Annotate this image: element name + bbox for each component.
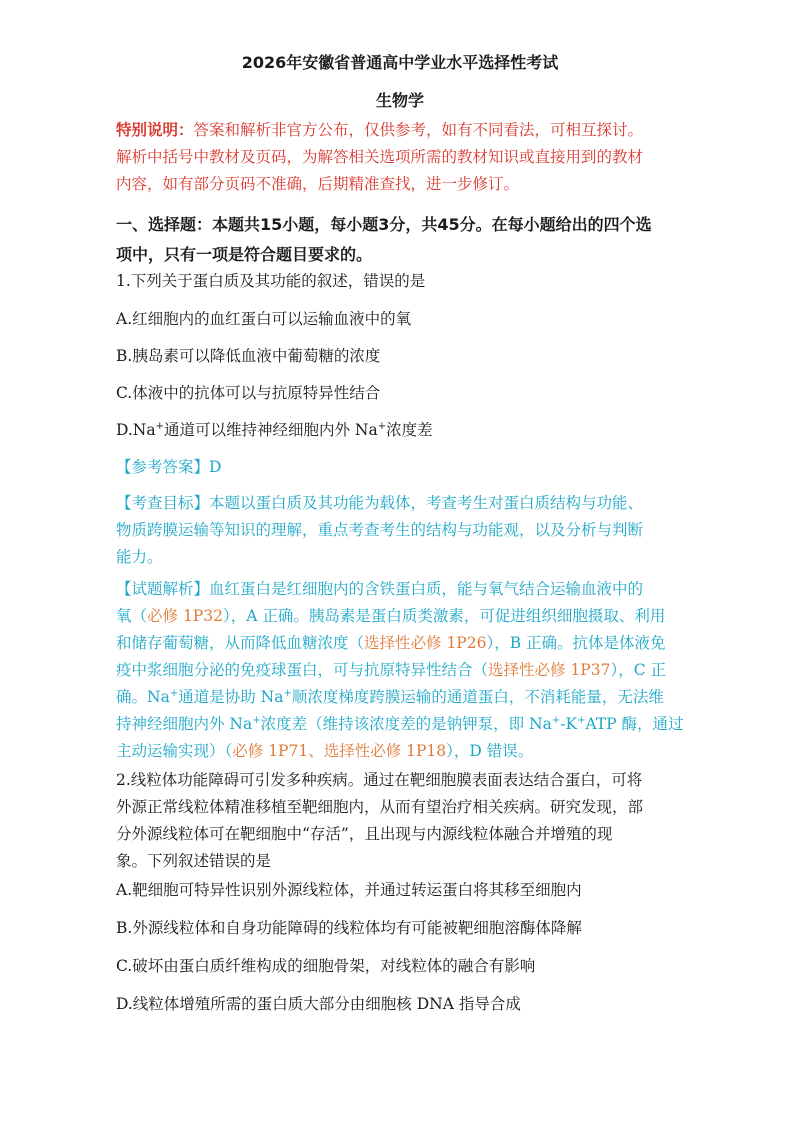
analysis-line: 持神经细胞内外 Na+浓度差（维持该浓度差的是钠钾泵，即 Na+-K+ATP 酶，通过 bbox=[116, 714, 684, 733]
subject-title: 生物学 bbox=[375, 91, 424, 110]
analysis-line: 确。Na+通道是协助 Na+顺浓度梯度跨膜运输的通道蛋白，不消耗能量，无法维 bbox=[116, 687, 664, 706]
q1-option-c bbox=[116, 380, 696, 407]
question-1-stem bbox=[116, 268, 696, 295]
superscript: + bbox=[377, 420, 387, 432]
superscript: + bbox=[155, 420, 164, 432]
q1-answer bbox=[116, 454, 696, 481]
analysis-line: 疫中浆细胞分泌的免疫球蛋白，可与抗原特异性结合（选择性必修 1P37），C 正 bbox=[116, 661, 667, 679]
notice-line: 内容，如有部分页码不准确，后期精准查找，进一步修订。 bbox=[116, 175, 520, 193]
option-text: C.体液中的抗体可以与抗原特异性结合 bbox=[116, 384, 381, 402]
q2-option-a bbox=[116, 877, 696, 904]
q1-target bbox=[116, 490, 696, 571]
textbook-reference: 必修 1P32 bbox=[147, 607, 223, 625]
option-text: D.线粒体增殖所需的蛋白质大部分由细胞核 DNA 指导合成 bbox=[116, 995, 521, 1013]
analysis-line: 氧（必修 1P32），A 正确。胰岛素是蛋白质类激素，可促进组织细胞摄取、利用 bbox=[116, 607, 666, 625]
textbook-reference: 必修 1P71、选择性必修 1P18 bbox=[232, 742, 447, 760]
textbook-reference: 选择性必修 1P26 bbox=[364, 634, 487, 652]
q1-option-b bbox=[116, 343, 696, 370]
option-text: 通道可以维持神经细胞内外 Na bbox=[164, 421, 378, 439]
option-text: 浓度差 bbox=[386, 421, 433, 439]
q1-option-a bbox=[116, 306, 696, 333]
section-heading-line: 项中，只有一项是符合题目要求的。 bbox=[116, 245, 373, 264]
q2-option-c bbox=[116, 953, 696, 980]
option-text: A.红细胞内的血红蛋白可以运输血液中的氧 bbox=[116, 310, 412, 328]
question-stem-line: 象。下列叙述错误的是 bbox=[116, 852, 272, 870]
option-text: B.外源线粒体和自身功能障碍的线粒体均有可能被靶细胞溶酶体降解 bbox=[116, 919, 582, 937]
question-stem-line: 分外源线粒体可在靶细胞中“存活”，且出现与内源线粒体融合并增殖的现 bbox=[116, 825, 613, 843]
special-notice bbox=[116, 117, 696, 198]
analysis-line: 和储存葡萄糖，从而降低血糖浓度（选择性必修 1P26），B 正确。抗体是体液免 bbox=[116, 634, 666, 652]
option-text: C.破坏由蛋白质纤维构成的细胞骨架，对线粒体的融合有影响 bbox=[116, 957, 536, 975]
option-text: B.胰岛素可以降低血液中葡萄糖的浓度 bbox=[116, 347, 381, 365]
question-stem-line: 外源正常线粒体精准移植至靶细胞内，从而有望治疗相关疾病。研究发现，部 bbox=[116, 798, 644, 816]
q1-option-d bbox=[116, 417, 696, 444]
question-stem-line: 2.线粒体功能障碍可引发多种疾病。通过在靶细胞膜表面表达结合蛋白，可将 bbox=[116, 771, 643, 789]
target-line: 物质跨膜运输等知识的理解，重点考查考生的结构与功能观，以及分析与判断 bbox=[116, 521, 644, 539]
exam-title: 2026年安徽省普通高中学业水平选择性考试 bbox=[241, 53, 559, 72]
q1-analysis bbox=[116, 576, 696, 765]
q2-option-d bbox=[116, 991, 696, 1018]
question-stem: 1.下列关于蛋白质及其功能的叙述，错误的是 bbox=[116, 272, 426, 290]
q2-option-b bbox=[116, 915, 696, 942]
analysis-line: 主动运输实现）（必修 1P71、选择性必修 1P18），D 错误。 bbox=[116, 742, 534, 760]
question-2-stem bbox=[116, 767, 696, 875]
target-line: 【考查目标】本题以蛋白质及其功能为载体，考查考生对蛋白质结构与功能、 bbox=[116, 494, 644, 512]
notice-label: 特别说明： bbox=[116, 121, 194, 139]
notice-line: 解析中括号中教材及页码，为解答相关选项所需的教材知识或直接用到的教材 bbox=[116, 148, 644, 166]
target-line: 能力。 bbox=[116, 548, 163, 566]
option-text: D.Na bbox=[116, 421, 156, 439]
option-text: A.靶细胞可特异性识别外源线粒体，并通过转运蛋白将其移至细胞内 bbox=[116, 881, 582, 899]
answer-text: 【参考答案】D bbox=[116, 458, 222, 476]
section-heading-line: 一、选择题：本题共15小题，每小题3分，共45分。在每小题给出的四个选 bbox=[116, 215, 652, 234]
analysis-line: 【试题解析】血红蛋白是红细胞内的含铁蛋白质，能与氧气结合运输血液中的 bbox=[116, 580, 644, 598]
textbook-reference: 选择性必修 1P37 bbox=[488, 661, 611, 679]
notice-line: 答案和解析非官方公布，仅供参考，如有不同看法，可相互探讨。 bbox=[193, 121, 644, 139]
section-heading bbox=[116, 210, 696, 270]
